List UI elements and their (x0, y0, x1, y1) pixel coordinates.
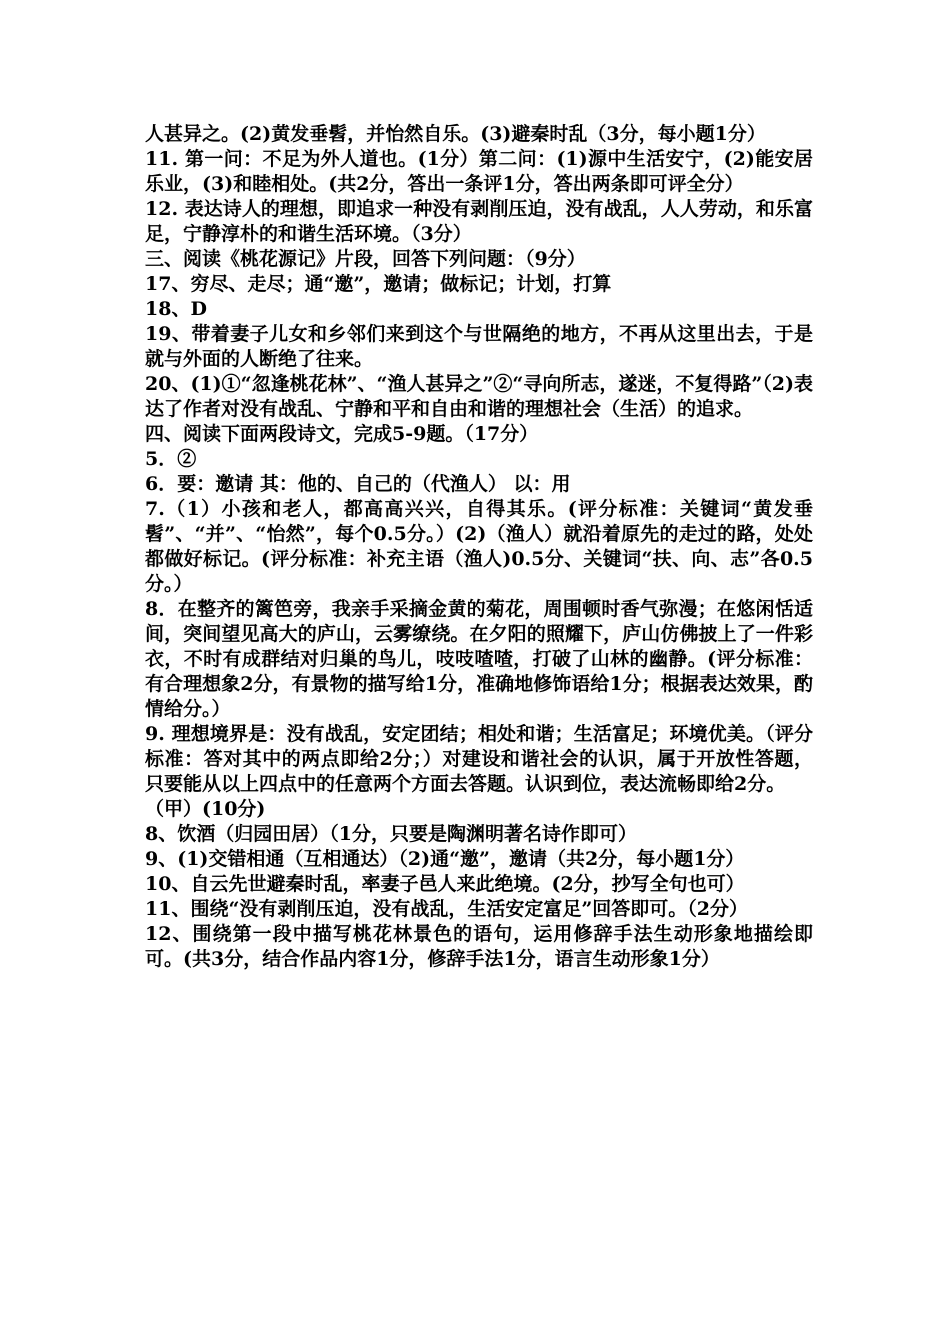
paragraph: 20、(1)①“忽逢桃花林”、“渔人甚异之”②“寻向所志，遂迷，不复得路”（2)表达了作者对没有战乱、宁静和平和自由和谐的理想社会（生活）的追求。 (145, 373, 813, 420)
paragraph: 8、饮酒（归园田居）（1分，只要是陶渊明著名诗作即可） (145, 823, 637, 845)
paragraph: 9、(1)交错相通（互相通达）（2)通“邀”，邀请（共2分，每小题1分） (145, 848, 745, 870)
paragraph: 10、自云先世避秦时乱，率妻子邑人来此绝境。(2分，抄写全句也可） (145, 873, 745, 895)
paragraph: 9. 理想境界是：没有战乱，安定团结；相处和谐；生活富足；环境优美。（评分标准：答对其中的两点即给2分；）对建设和谐社会的认识，属于开放性答题，只要能从以上四点中的任意两个方面去答题。认识到位，表达流畅即给2分。 (145, 723, 813, 795)
section-heading: （甲）(10分) (145, 798, 266, 820)
paragraph: 19、带着妻子儿女和乡邻们来到这个与世隔绝的地方，不再从这里出去，于是就与外面的人断绝了往来。 (145, 323, 813, 370)
paragraph: 18、D (145, 298, 207, 320)
paragraph: 11. 第一问：不足为外人道也。(1分）第二问：(1)源中生活安宁，(2)能安居乐业，(3)和睦相处。(共2分，答出一条评1分，答出两条即可评全分） (145, 148, 813, 195)
document-body (145, 122, 813, 972)
paragraph: 6．要：邀请 其：他的、自己的（代渔人） 以：用 (145, 473, 571, 495)
paragraph: 5．② (145, 448, 197, 470)
paragraph: 11、围绕“没有剥削压迫，没有战乱，生活安定富足”回答即可。（2分） (145, 898, 749, 920)
paragraph: 17、穷尽、走尽；通“邀”，邀请；做标记；计划，打算 (145, 273, 612, 295)
paragraph: 7.（1）小孩和老人，都高高兴兴，自得其乐。(评分标准：关键词“黄发垂髫”、“并”、“怡然”，每个0.5分。）(2)（渔人）就沿着原先的走过的路，处处都做好标记。(评分标准：补充主语（渔人)0.5分、关键词“扶、向、志”各0.5分。） (145, 498, 813, 595)
section-heading: 四、阅读下面两段诗文，完成5-9题。（17分） (145, 423, 539, 445)
paragraph: 8．在整齐的篱笆旁，我亲手采摘金黄的菊花，周围顿时香气弥漫；在悠闲恬适间，突间望见高大的庐山，云雾缭绕。在夕阳的照耀下，庐山仿佛披上了一件彩衣，不时有成群结对归巢的鸟儿，吱吱喳喳，打破了山林的幽静。(评分标准：有合理想象2分，有景物的描写给1分，准确地修饰语给1分；根据表达效果，酌情给分。） (145, 598, 813, 720)
paragraph: 12. 表达诗人的理想，即追求一种没有剥削压迫，没有战乱，人人劳动，和乐富足，宁静淳朴的和谐生活环境。（3分） (145, 198, 813, 245)
paragraph: 人甚异之。(2)黄发垂髫，并怡然自乐。(3)避秦时乱（3分，每小题1分） (145, 123, 766, 145)
section-heading: 三、阅读《桃花源记》片段，回答下列问题：（9分） (145, 248, 586, 270)
paragraph: 12、围绕第一段中描写桃花林景色的语句，运用修辞手法生动形象地描绘即可。(共3分，结合作品内容1分，修辞手法1分，语言生动形象1分） (145, 923, 813, 970)
